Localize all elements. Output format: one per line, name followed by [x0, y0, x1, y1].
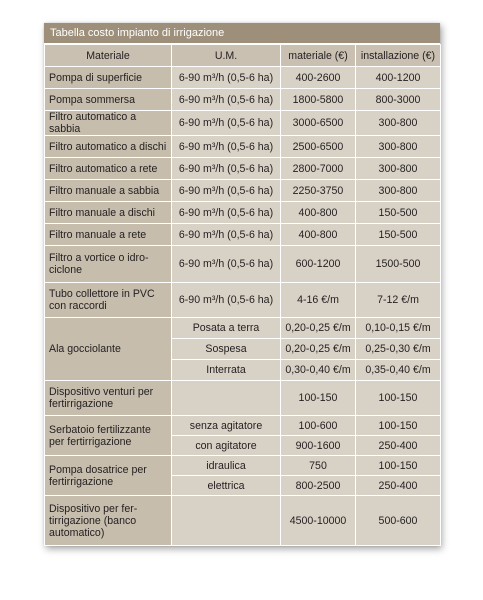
row-um: 6-90 m³/h (0,5-6 ha) [172, 136, 281, 158]
row-installazione: 100-150 [356, 381, 441, 416]
row-materiale: 400-800 [281, 202, 356, 224]
row-um: 6-90 m³/h (0,5-6 ha) [172, 180, 281, 202]
table-row [45, 456, 441, 476]
row-materiale: 400-2600 [281, 67, 356, 89]
row-um: 6-90 m³/h (0,5-6 ha) [172, 283, 281, 318]
table-title: Tabella costo impianto di irrigazione [44, 23, 440, 44]
row-name: Serbatoio fertilizzante per fertirrigazione [45, 416, 172, 456]
row-materiale: 100-150 [281, 381, 356, 416]
table-row [45, 180, 441, 202]
row-name: Filtro automatico a rete [45, 158, 172, 180]
header-costo-materiale: materiale (€) [281, 45, 356, 67]
row-um: 6-90 m³/h (0,5-6 ha) [172, 224, 281, 246]
row-installazione: 150-500 [356, 202, 441, 224]
row-installazione: 0,10-0,15 €/m [356, 318, 441, 339]
row-um: Sospesa [172, 339, 281, 360]
row-installazione: 800-3000 [356, 89, 441, 111]
row-installazione: 300-800 [356, 136, 441, 158]
row-name: Filtro automatico a sabbia [45, 111, 172, 136]
row-installazione: 7-12 €/m [356, 283, 441, 318]
row-name: Ala gocciolante [45, 318, 172, 381]
row-um: con agitatore [172, 436, 281, 456]
row-installazione: 500-600 [356, 496, 441, 546]
row-materiale: 0,20-0,25 €/m [281, 318, 356, 339]
row-um: 6-90 m³/h (0,5-6 ha) [172, 111, 281, 136]
row-materiale: 2250-3750 [281, 180, 356, 202]
row-name: Filtro automatico a dischi [45, 136, 172, 158]
header-row [45, 45, 441, 67]
table-row [45, 246, 441, 283]
table-row [45, 89, 441, 111]
row-um: idraulica [172, 456, 281, 476]
row-um: 6-90 m³/h (0,5-6 ha) [172, 246, 281, 283]
row-materiale: 2500-6500 [281, 136, 356, 158]
row-installazione: 0,25-0,30 €/m [356, 339, 441, 360]
cost-table [44, 44, 441, 546]
table-row [45, 202, 441, 224]
row-materiale: 0,30-0,40 €/m [281, 360, 356, 381]
row-um [172, 496, 281, 546]
row-um: 6-90 m³/h (0,5-6 ha) [172, 202, 281, 224]
row-installazione: 0,35-0,40 €/m [356, 360, 441, 381]
row-installazione: 100-150 [356, 416, 441, 436]
row-um: 6-90 m³/h (0,5-6 ha) [172, 67, 281, 89]
row-um: elettrica [172, 476, 281, 496]
row-name: Filtro a vortice o idro-ciclone [45, 246, 172, 283]
header-materiale: Materiale [45, 45, 172, 67]
table-row [45, 158, 441, 180]
row-installazione: 150-500 [356, 224, 441, 246]
row-materiale: 2800-7000 [281, 158, 356, 180]
table-row [45, 67, 441, 89]
header-um: U.M. [172, 45, 281, 67]
row-um: 6-90 m³/h (0,5-6 ha) [172, 158, 281, 180]
row-um: 6-90 m³/h (0,5-6 ha) [172, 89, 281, 111]
row-materiale: 100-600 [281, 416, 356, 436]
row-name: Tubo collettore in PVC con raccordi [45, 283, 172, 318]
row-materiale: 3000-6500 [281, 111, 356, 136]
table-row [45, 224, 441, 246]
row-um: Posata a terra [172, 318, 281, 339]
row-name: Dispositivo per fer-tirrigazione (banco automatico) [45, 496, 172, 546]
table-row [45, 496, 441, 546]
row-installazione: 300-800 [356, 111, 441, 136]
table-row [45, 318, 441, 339]
row-materiale: 4500-10000 [281, 496, 356, 546]
row-materiale: 800-2500 [281, 476, 356, 496]
table-row [45, 136, 441, 158]
row-installazione: 300-800 [356, 180, 441, 202]
row-um [172, 381, 281, 416]
row-materiale: 4-16 €/m [281, 283, 356, 318]
row-materiale: 750 [281, 456, 356, 476]
row-um: Interrata [172, 360, 281, 381]
row-materiale: 600-1200 [281, 246, 356, 283]
row-installazione: 400-1200 [356, 67, 441, 89]
row-materiale: 900-1600 [281, 436, 356, 456]
cost-table-card [44, 23, 440, 546]
header-costo-installazione: installazione (€) [356, 45, 441, 67]
row-um: senza agitatore [172, 416, 281, 436]
row-name: Pompa dosatrice per fertirrigazione [45, 456, 172, 496]
row-name: Pompa di superficie [45, 67, 172, 89]
table-row [45, 283, 441, 318]
table-row [45, 381, 441, 416]
row-name: Filtro manuale a rete [45, 224, 172, 246]
row-name: Filtro manuale a dischi [45, 202, 172, 224]
row-installazione: 100-150 [356, 456, 441, 476]
row-installazione: 250-400 [356, 436, 441, 456]
row-name: Filtro manuale a sabbia [45, 180, 172, 202]
row-name: Dispositivo venturi per fertirrigazione [45, 381, 172, 416]
row-materiale: 0,20-0,25 €/m [281, 339, 356, 360]
row-installazione: 1500-500 [356, 246, 441, 283]
row-materiale: 1800-5800 [281, 89, 356, 111]
row-installazione: 300-800 [356, 158, 441, 180]
row-installazione: 250-400 [356, 476, 441, 496]
row-materiale: 400-800 [281, 224, 356, 246]
row-name: Pompa sommersa [45, 89, 172, 111]
table-row [45, 111, 441, 136]
table-row [45, 416, 441, 436]
